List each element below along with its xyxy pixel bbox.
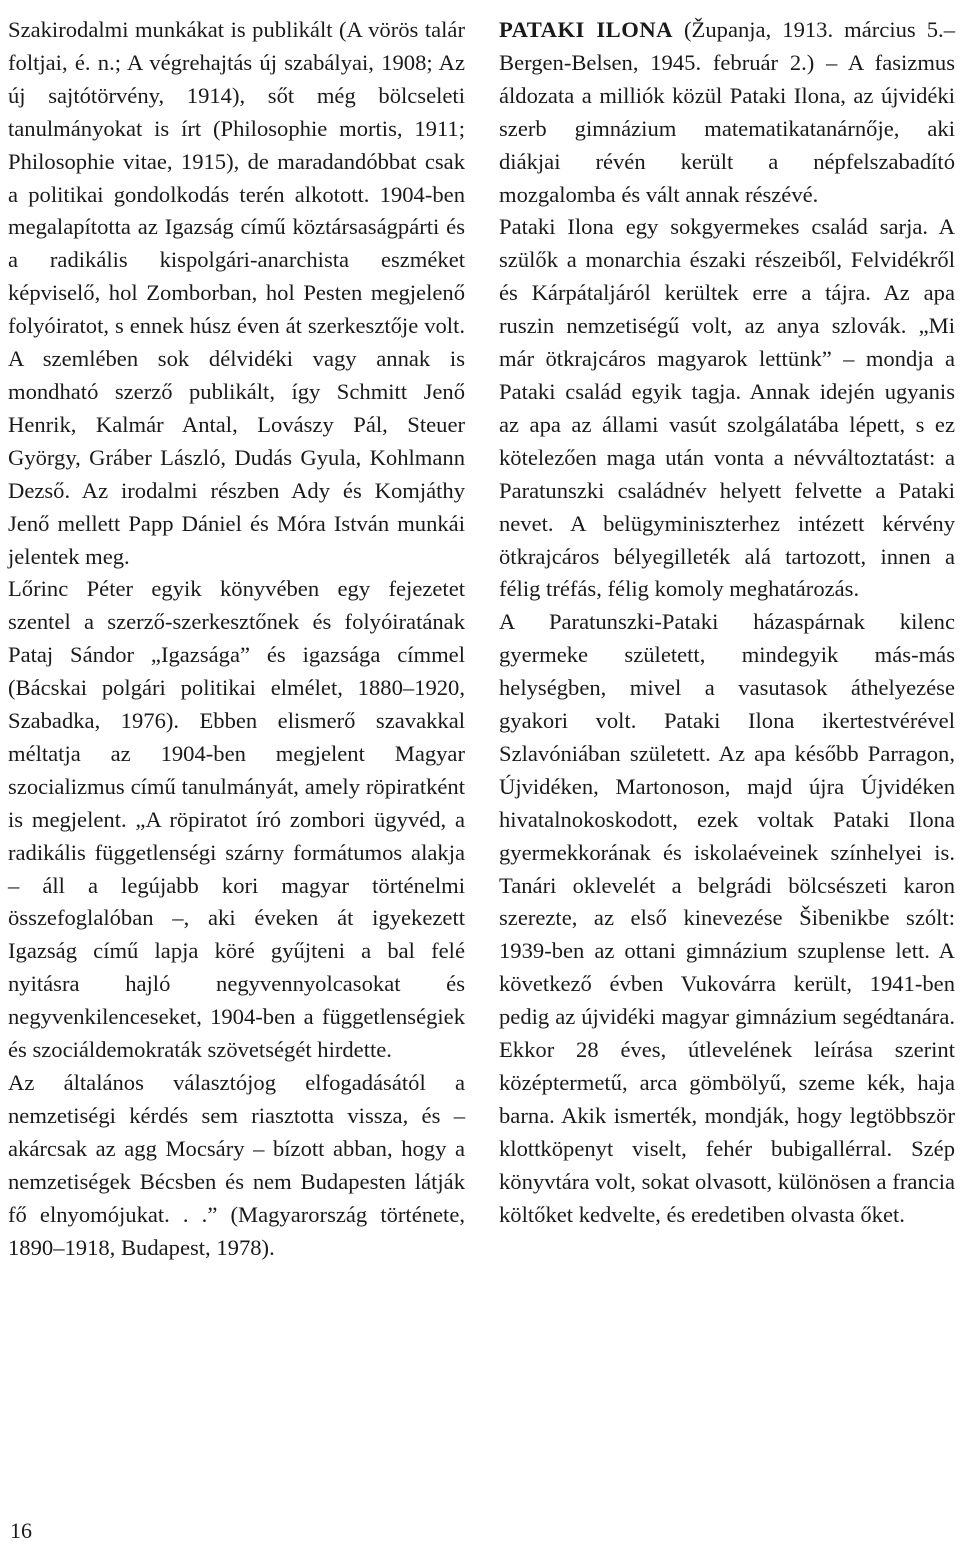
page-number: 16	[10, 1518, 32, 1543]
body-paragraph: Lőrinc Péter egyik könyvében egy fejezetet szentel a szerző-szerkesztőnek és folyóiratának Pataj Sándor „Igazsága” és igazsága címmel (Bácskai polgári politikai elmélet, 1880–1920, Szabadka, 1976). Ebben elismerő szavakkal méltatja az 1904-ben megjelent Magyar szocializmus című tanulmányát, amely röpiratként is megjelent. „A röpiratot író zombori ügyvéd, a radikális függetlenségi szárny formátumos alakja – áll a legújabb kori magyar történelmi összefoglalóban –, aki éveken át igyekezett Igazság című lapja köré gyűjteni a bal felé nyitásra hajló negyvennyolcasokat és negyvenkilenceseket, 1904-ben a függetlenségiek és szociáldemokraták szövetségét hirdette.	[8, 576, 465, 1063]
body-paragraph: Az általános választójog elfogadásától a nemzetiségi kérdés sem riasztotta vissza, és – akárcsak az agg Mocsáry – bízott abban, hogy a nemzetiségek Bécsben és nem Budapesten látják fő elnyomójukat. . .” (Magyarország története, 1890–1918, Budapest, 1978).	[8, 1070, 465, 1260]
right-column	[499, 14, 955, 1232]
entry-name: PATAKI ILONA	[499, 17, 673, 42]
body-paragraph: Szakirodalmi munkákat is publikált (A vörös talár foltjai, é. n.; A végrehajtás új szabályai, 1908; Az új sajtótörvény, 1914), sőt még bölcseleti tanulmányokat is írt (Philosophie mortis, 1911; Philosophie vitae, 1915), de maradandóbbat csak a politikai gondolkodás terén alkotott. 1904-ben megalapította az Igazság című köztársaságpárti és a radikális kispolgári-anarchista eszméket képviselő, hol Zomborban, hol Pesten megjelenő folyóiratot, s ennek húsz éven át szerkesztője volt. A szemlében sok délvidéki vagy annak is mondható szerző publikált, így Schmitt Jenő Henrik, Kalmár Antal, Lovászy Pál, Steuer György, Gráber László, Dudás Gyula, Kohlmann Dezső. Az irodalmi részben Ady és Komjáthy Jenő mellett Papp Dániel és Móra István munkái jelentek meg.	[8, 17, 465, 569]
body-paragraph: A Paratunszki-Pataki házaspárnak kilenc gyermeke született, mindegyik más-más helységben, mivel a vasutasok áthelyezése gyakori volt. Pataki Ilona ikertestvérével Szlavóniában született. Az apa később Parragon, Újvidéken, Martonoson, majd újra Újvidéken hivatalnokoskodott, ezek voltak Pataki Ilona gyermekkorának és iskolaéveinek színhelyei is. Tanári oklevelét a belgrádi bölcsészeti karon szerezte, az első kinevezése Šibenikbe szólt: 1939-ben az ottani gimnázium szuplense lett. A következő évben Vukovárra került, 1941-ben pedig az újvidéki magyar gimnázium segédtanára. Ekkor 28 éves, útlevelének leírása szerint középtermetű, arca gömbölyű, szeme kék, haja barna. Akik ismerték, mondják, hogy legtöbbször klottköpenyt viselt, fehér bubigallérral. Szép könyvtára volt, sokat olvasott, különösen a francia költőket kedvelte, és eredetiben olvasta őket.	[499, 609, 955, 1227]
body-paragraph: Pataki Ilona egy sokgyermekes család sarja. A szülők a monarchia északi részeiből, Felvidékről és Kárpátaljáról kerültek erre a tájra. Az apa ruszin nemzetiségű volt, az anya szlovák. „Mi már ötkrajcáros magyarok lettünk” – mondja a Pataki család egyik tagja. Annak idején ugyanis az apa az állami vasút szolgálatába lépett, s ez kötelezően maga után vonta a névváltoztatást: a Paratunszki családnév helyett felvette a Pataki nevet. A belügyminiszterhez intézett kérvény ötkrajcáros bélyegilleték alá tartozott, innen a félig tréfás, félig komoly meghatározás.	[499, 214, 955, 602]
left-column	[8, 14, 465, 1264]
entry-heading-paragraph	[499, 14, 955, 211]
entry-intro-text: (Županja, 1913. március 5.–Bergen-Belsen, 1945. február 2.) – A fasizmus áldozata a milliók közül Pataki Ilona, az újvidéki szerb gimnázium matematikatanárnője, aki diákjai révén került a népfelszabadító mozgalomba és vált annak részévé.	[499, 17, 955, 207]
